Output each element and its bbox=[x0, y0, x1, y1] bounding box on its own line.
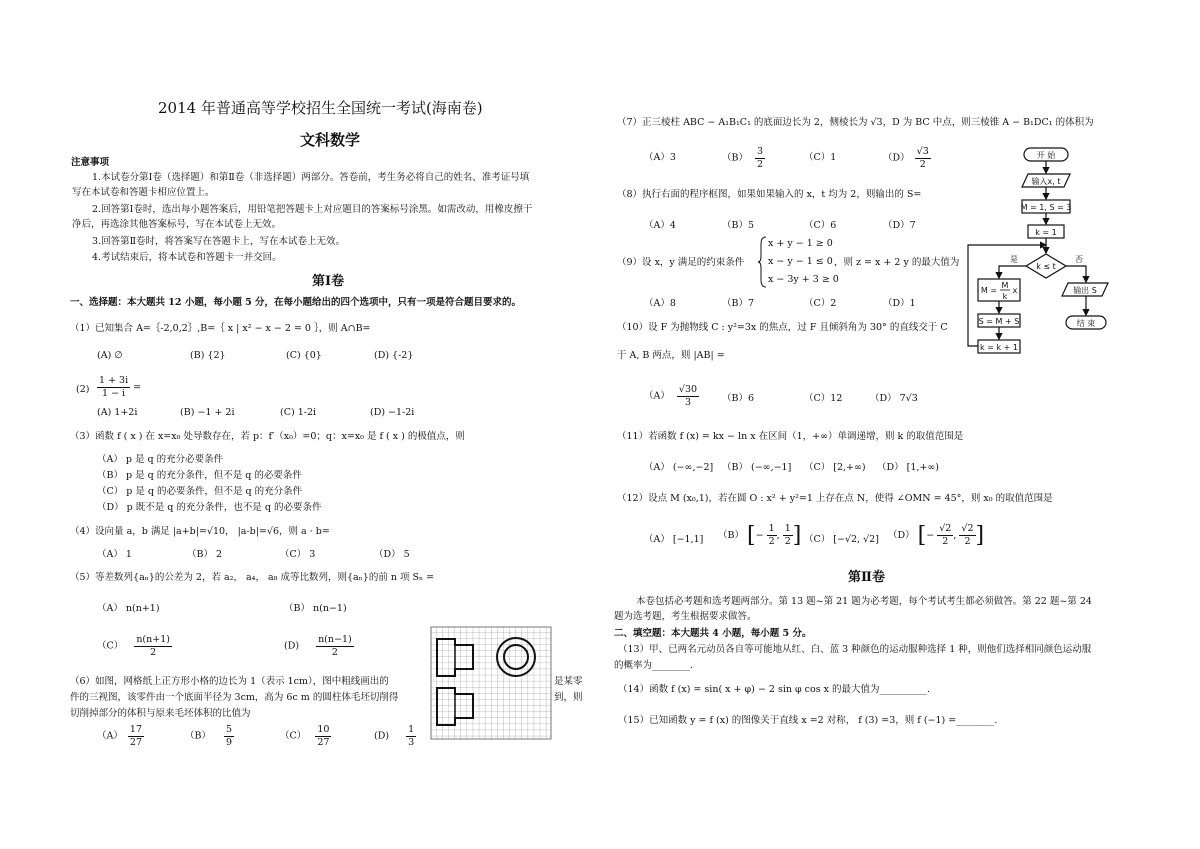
q1-option: (B) {2} bbox=[190, 350, 226, 361]
q6-line-tail: 是某零 bbox=[554, 676, 583, 687]
q5-option-c-num: n(n+1) bbox=[136, 634, 170, 645]
notes-item: 写在本试卷和答题卡相应位置上。 bbox=[72, 187, 215, 198]
q5-option-d bbox=[284, 634, 354, 659]
q6-line-tail: 到，则 bbox=[554, 692, 583, 703]
notes-item: 1.本试卷分第Ⅰ卷（选择题）和第Ⅱ卷（非选择题）两部分。答卷前，考生务必将自己的姓名、准考证号填 bbox=[92, 172, 530, 183]
q6-option-num: 5 bbox=[226, 724, 233, 735]
q8-option: （C）6 bbox=[804, 220, 837, 231]
flow-start-text: 开 始 bbox=[1036, 151, 1056, 160]
q10-option-a-num: √30 bbox=[678, 384, 698, 395]
q9-brace-icon bbox=[757, 236, 767, 288]
q6-line: 件的三视图，该零件由一个底面半径为 3cm，高为 6c m 的圆柱体毛坯切削得 bbox=[70, 692, 399, 703]
q11-option: （A） (−∞,−2] bbox=[644, 462, 714, 473]
q12-option-d-den: 2 bbox=[942, 536, 949, 548]
q4-option: （B） 2 bbox=[187, 549, 223, 560]
flow-m-update-pre: M = bbox=[980, 286, 998, 295]
q12-option: （A） [−1,1] bbox=[644, 534, 704, 545]
flow-m-update-den: k bbox=[1002, 292, 1008, 301]
q6-option-label: (D) bbox=[374, 730, 390, 742]
q7-option-label: （B） bbox=[722, 152, 748, 164]
q2-option: (A) 1+2i bbox=[97, 407, 138, 418]
q4-option: （C） 3 bbox=[280, 549, 316, 560]
program-flowchart bbox=[962, 144, 1110, 358]
q6-option bbox=[185, 724, 234, 749]
q11-option: （B） (−∞,−1] bbox=[722, 462, 792, 473]
q8-stem: （8）执行右面的程序框图，如果如果输入的 x，t 均为 2，则输出的 S= bbox=[617, 189, 922, 200]
part1-heading: 第Ⅰ卷 bbox=[312, 274, 345, 289]
q10-line: （10）设 F 为抛物线 C : y²=3x 的焦点，过 F 且倾斜角为 30° 的直线交于 C bbox=[617, 322, 948, 333]
q12-option-b: （B） [− $\frac{1}{2}$ , $\frac{1}{2}$ ] bbox=[718, 523, 802, 548]
q2-equals: = bbox=[133, 381, 142, 393]
q2-label: (2) bbox=[76, 384, 90, 395]
q7-option bbox=[722, 146, 765, 171]
q8-option: （A）4 bbox=[644, 220, 676, 231]
flow-end-text: 结 束 bbox=[1076, 319, 1096, 328]
q9-constraint: x − y − 1 ≤ 0 bbox=[768, 256, 833, 267]
q6-option-label: （B） bbox=[185, 730, 211, 742]
q9-constraint: x − 3y + 3 ≥ 0 bbox=[768, 274, 839, 285]
q12-option-b-den: 2 bbox=[768, 536, 775, 548]
q5-option: （B） n(n−1) bbox=[284, 603, 347, 614]
q1-option: (C) {0} bbox=[286, 350, 322, 361]
q6-option-label: （C） bbox=[280, 730, 307, 742]
q12-option-b-den: 2 bbox=[784, 536, 791, 548]
flow-s-update-text: S = M + S bbox=[978, 317, 1020, 326]
q6-option bbox=[374, 724, 416, 749]
flow-m-update-post: x bbox=[1012, 286, 1018, 295]
q10-option-a bbox=[644, 384, 699, 409]
q12-option-b-num: 1 bbox=[784, 523, 791, 535]
q12-option-d-minus: − bbox=[926, 529, 935, 541]
q6-line: 切削掉部分的体积与原来毛坯体积的比值为 bbox=[70, 708, 251, 719]
q14-stem: （14）函数 f (x) = sin( x + φ) − 2 sin φ cos x 的最大值为__________. bbox=[618, 684, 931, 695]
q12-option-b-num: 1 bbox=[768, 523, 775, 535]
q2-option: (B) −1 + 2i bbox=[180, 407, 235, 418]
q12-option-d: （D） [− $\frac{√2}{2}$ , $\frac{√2}{2}$ ] bbox=[888, 523, 985, 548]
q8-option: （D）7 bbox=[883, 220, 916, 231]
notes-item: 2.回答第Ⅰ卷时，选出每小题答案后，用铅笔把答题卡上对应题目的答案标号涂黑。如需改动，用橡皮擦干 bbox=[92, 204, 533, 215]
q9-post: ，则 z = x + 2 y 的最大值为 bbox=[834, 257, 960, 268]
q3-option: （C） p 是 q 的必要条件，但不是 q 的充分条件 bbox=[97, 486, 303, 497]
q10-option: （C）12 bbox=[804, 393, 843, 404]
q7-option-num: √3 bbox=[916, 146, 929, 157]
q7-option: （C）1 bbox=[804, 152, 837, 163]
q2-option: (C) 1-2i bbox=[280, 407, 317, 418]
q9-option: （D）1 bbox=[883, 298, 916, 309]
q2-option: (D) −1-2i bbox=[370, 407, 415, 418]
q12-option-d-den: 2 bbox=[964, 536, 971, 548]
q6-option-den: 27 bbox=[317, 736, 330, 748]
q12-option-d-num: √2 bbox=[961, 523, 974, 535]
flow-no-label: 否 bbox=[1075, 255, 1083, 264]
q5-option-d-den: 2 bbox=[331, 646, 338, 658]
q5-option-d-label: (D) bbox=[284, 640, 300, 652]
q1-stem: （1）已知集合 A=｛-2,0,2｝,B=｛ x | x² − x − 2 = 0 ｝，则 A∩B= bbox=[70, 323, 371, 334]
grid-paper bbox=[431, 627, 551, 739]
q9-option: （B）7 bbox=[722, 298, 755, 309]
q6-option-num: 1 bbox=[408, 724, 415, 735]
q4-stem: （4）设向量 a，b 满足 |a+b|=√10， |a-b|=√6，则 a · b= bbox=[70, 526, 330, 537]
q6-option-label: （A） bbox=[97, 730, 123, 742]
q10-option-a-den: 3 bbox=[684, 396, 691, 408]
q10-option-a-label: （A） bbox=[644, 390, 670, 402]
q7-option-label: （D） bbox=[883, 152, 910, 164]
q11-option: （D） [1,+∞) bbox=[877, 462, 939, 473]
q5-stem: （5）等差数列{aₙ}的公差为 2，若 a₂， a₄， a₈ 成等比数列，则{aₙ}的前 n 项 Sₙ = bbox=[70, 572, 435, 583]
q6-option bbox=[280, 724, 331, 749]
flow-init-text: M = 1, S = 3 bbox=[1020, 203, 1072, 212]
q7-option-den: 2 bbox=[919, 158, 926, 170]
q3-option: （B） p 是 q 的充分条件，但不是 q 的必要条件 bbox=[97, 470, 302, 481]
flow-condition-text: k ≤ t bbox=[1036, 262, 1056, 271]
notes-item: 净后，再选涂其他答案标号，写在本试卷上无效。 bbox=[72, 219, 282, 230]
notes-item: 4.考试结束后，将本试卷和答题卡一并交回。 bbox=[92, 252, 282, 263]
q2-numerator: 1 + 3i bbox=[99, 375, 129, 386]
three-view-figure bbox=[430, 626, 552, 740]
part2-heading: 第Ⅱ卷 bbox=[848, 570, 885, 585]
q13-line: （13）甲、已两名元动员各自等可能地从红、白、蓝 3 种颜色的运动服种选择 1 种，则他们选择相同颜色运动服 bbox=[618, 644, 1092, 655]
q3-stem: （3）函数 f ( x ) 在 x=x₀ 处导数存在，若 p：f′（x₀）=0；q：x=x₀ 是 f ( x ) 的极值点，则 bbox=[70, 431, 465, 442]
flow-output-text: 输出 S bbox=[1073, 286, 1097, 295]
q7-stem: （7）正三棱柱 ABC − A₁B₁C₁ 的底面边长为 2，侧棱长为 √3，D 为 BC 中点，则三棱锥 A − B₁DC₁ 的体积为 bbox=[617, 117, 1094, 128]
q6-option-den: 27 bbox=[129, 736, 142, 748]
q4-option: （A） 1 bbox=[97, 549, 132, 560]
q12-stem: （12）设点 M (x₀,1)，若在圆 O : x² + y²=1 上存在点 N，使得 ∠OMN = 45°，则 x₀ 的取值范围是 bbox=[617, 493, 1053, 504]
q6-option-num: 17 bbox=[129, 724, 142, 735]
flow-yes-label: 是 bbox=[1010, 255, 1018, 264]
q6-option-num: 10 bbox=[317, 724, 330, 735]
q7-option-num: 3 bbox=[757, 146, 764, 157]
q12-option-b-minus: − bbox=[755, 529, 764, 541]
q6-option-den: 3 bbox=[408, 736, 415, 748]
q3-option: （A） p 是 q 的充分必要条件 bbox=[97, 454, 224, 465]
q9-option: （C）2 bbox=[804, 298, 837, 309]
q11-option: （C） [2,+∞) bbox=[804, 462, 866, 473]
q1-option: (D) {-2} bbox=[374, 350, 414, 361]
q10-option: （B）6 bbox=[722, 393, 755, 404]
q9-constraint: x + y − 1 ≥ 0 bbox=[768, 238, 833, 249]
flow-k-update-text: k = k + 1 bbox=[980, 343, 1018, 352]
q6-option-den: 9 bbox=[226, 736, 233, 748]
q5-option-c bbox=[97, 634, 172, 659]
q12-option: （C） [−√2, √2] bbox=[804, 534, 879, 545]
part2-intro: 本卷包括必考题和选考题两部分。第 13 题~第 21 题为必考题，每个考试考生都必须做答。第 22 题~第 24 bbox=[636, 596, 1092, 607]
q3-option: （D） p 既不是 q 的充分条件，也不是 q 的必要条件 bbox=[97, 502, 322, 513]
flow-k-init-text: k = 1 bbox=[1035, 228, 1057, 237]
q12-option-d-num: √2 bbox=[939, 523, 952, 535]
q1-option: (A) ∅ bbox=[97, 350, 123, 361]
q12-option-b-label: （B） bbox=[718, 529, 744, 541]
q7-option-den: 2 bbox=[757, 158, 764, 170]
q6-line: （6）如图，网格纸上正方形小格的边长为 1（表示 1cm），图中粗线画出的 bbox=[70, 676, 389, 687]
notes-item: 3.回答第Ⅱ卷时，将答案写在答题卡上，写在本试卷上无效。 bbox=[92, 236, 346, 247]
q7-option: （A）3 bbox=[644, 152, 676, 163]
q4-option: （D） 5 bbox=[374, 549, 410, 560]
q9-option: （A）8 bbox=[644, 298, 676, 309]
q13-line: 的概率为________. bbox=[614, 660, 694, 671]
q8-option: （B）5 bbox=[722, 220, 755, 231]
q9-pre: （9）设 x，y 满足的约束条件 bbox=[617, 257, 745, 268]
flow-m-update-num: M bbox=[1001, 281, 1009, 290]
q2-denominator: 1 − i bbox=[102, 387, 126, 399]
q7-option bbox=[883, 146, 931, 171]
q10-option: （D） 7√3 bbox=[870, 393, 918, 404]
flow-input-text: 输入x, t bbox=[1031, 177, 1061, 186]
exam-title: 2014 年普通高等学校招生全国统一考试(海南卷) bbox=[158, 99, 483, 117]
q11-stem: （11）若函数 f (x) = kx − ln x 在区间（1，+∞）单调递增，则 k 的取值范围是 bbox=[617, 431, 964, 442]
q10-line: 于 A, B 两点，则 |AB| = bbox=[617, 350, 725, 361]
q15-stem: （15）已知函数 y = f (x) 的图像关于直线 x =2 对称， f (3) =3，则 f (−1) =________. bbox=[618, 715, 998, 726]
q5-option-c-label: （C） bbox=[97, 640, 124, 652]
exam-subtitle: 文科数学 bbox=[300, 131, 361, 149]
notes-heading: 注意事项 bbox=[71, 157, 110, 168]
fill-section-heading: 二、填空题：本大题共 4 小题，每小题 5 分。 bbox=[614, 628, 812, 639]
q6-option bbox=[97, 724, 144, 749]
part1-instruction: 一、选择题：本大题共 12 小题，每小题 5 分，在每小题给出的四个选项中，只有一项是符合题目要求的。 bbox=[70, 297, 522, 308]
q5-option: （A） n(n+1) bbox=[97, 603, 160, 614]
part2-intro: 题为选考题，考生根据要求做答。 bbox=[614, 611, 757, 622]
q5-option-d-num: n(n−1) bbox=[318, 634, 352, 645]
q5-option-c-den: 2 bbox=[150, 646, 157, 658]
q2-fraction bbox=[97, 375, 141, 400]
q12-option-d-label: （D） bbox=[888, 529, 915, 541]
